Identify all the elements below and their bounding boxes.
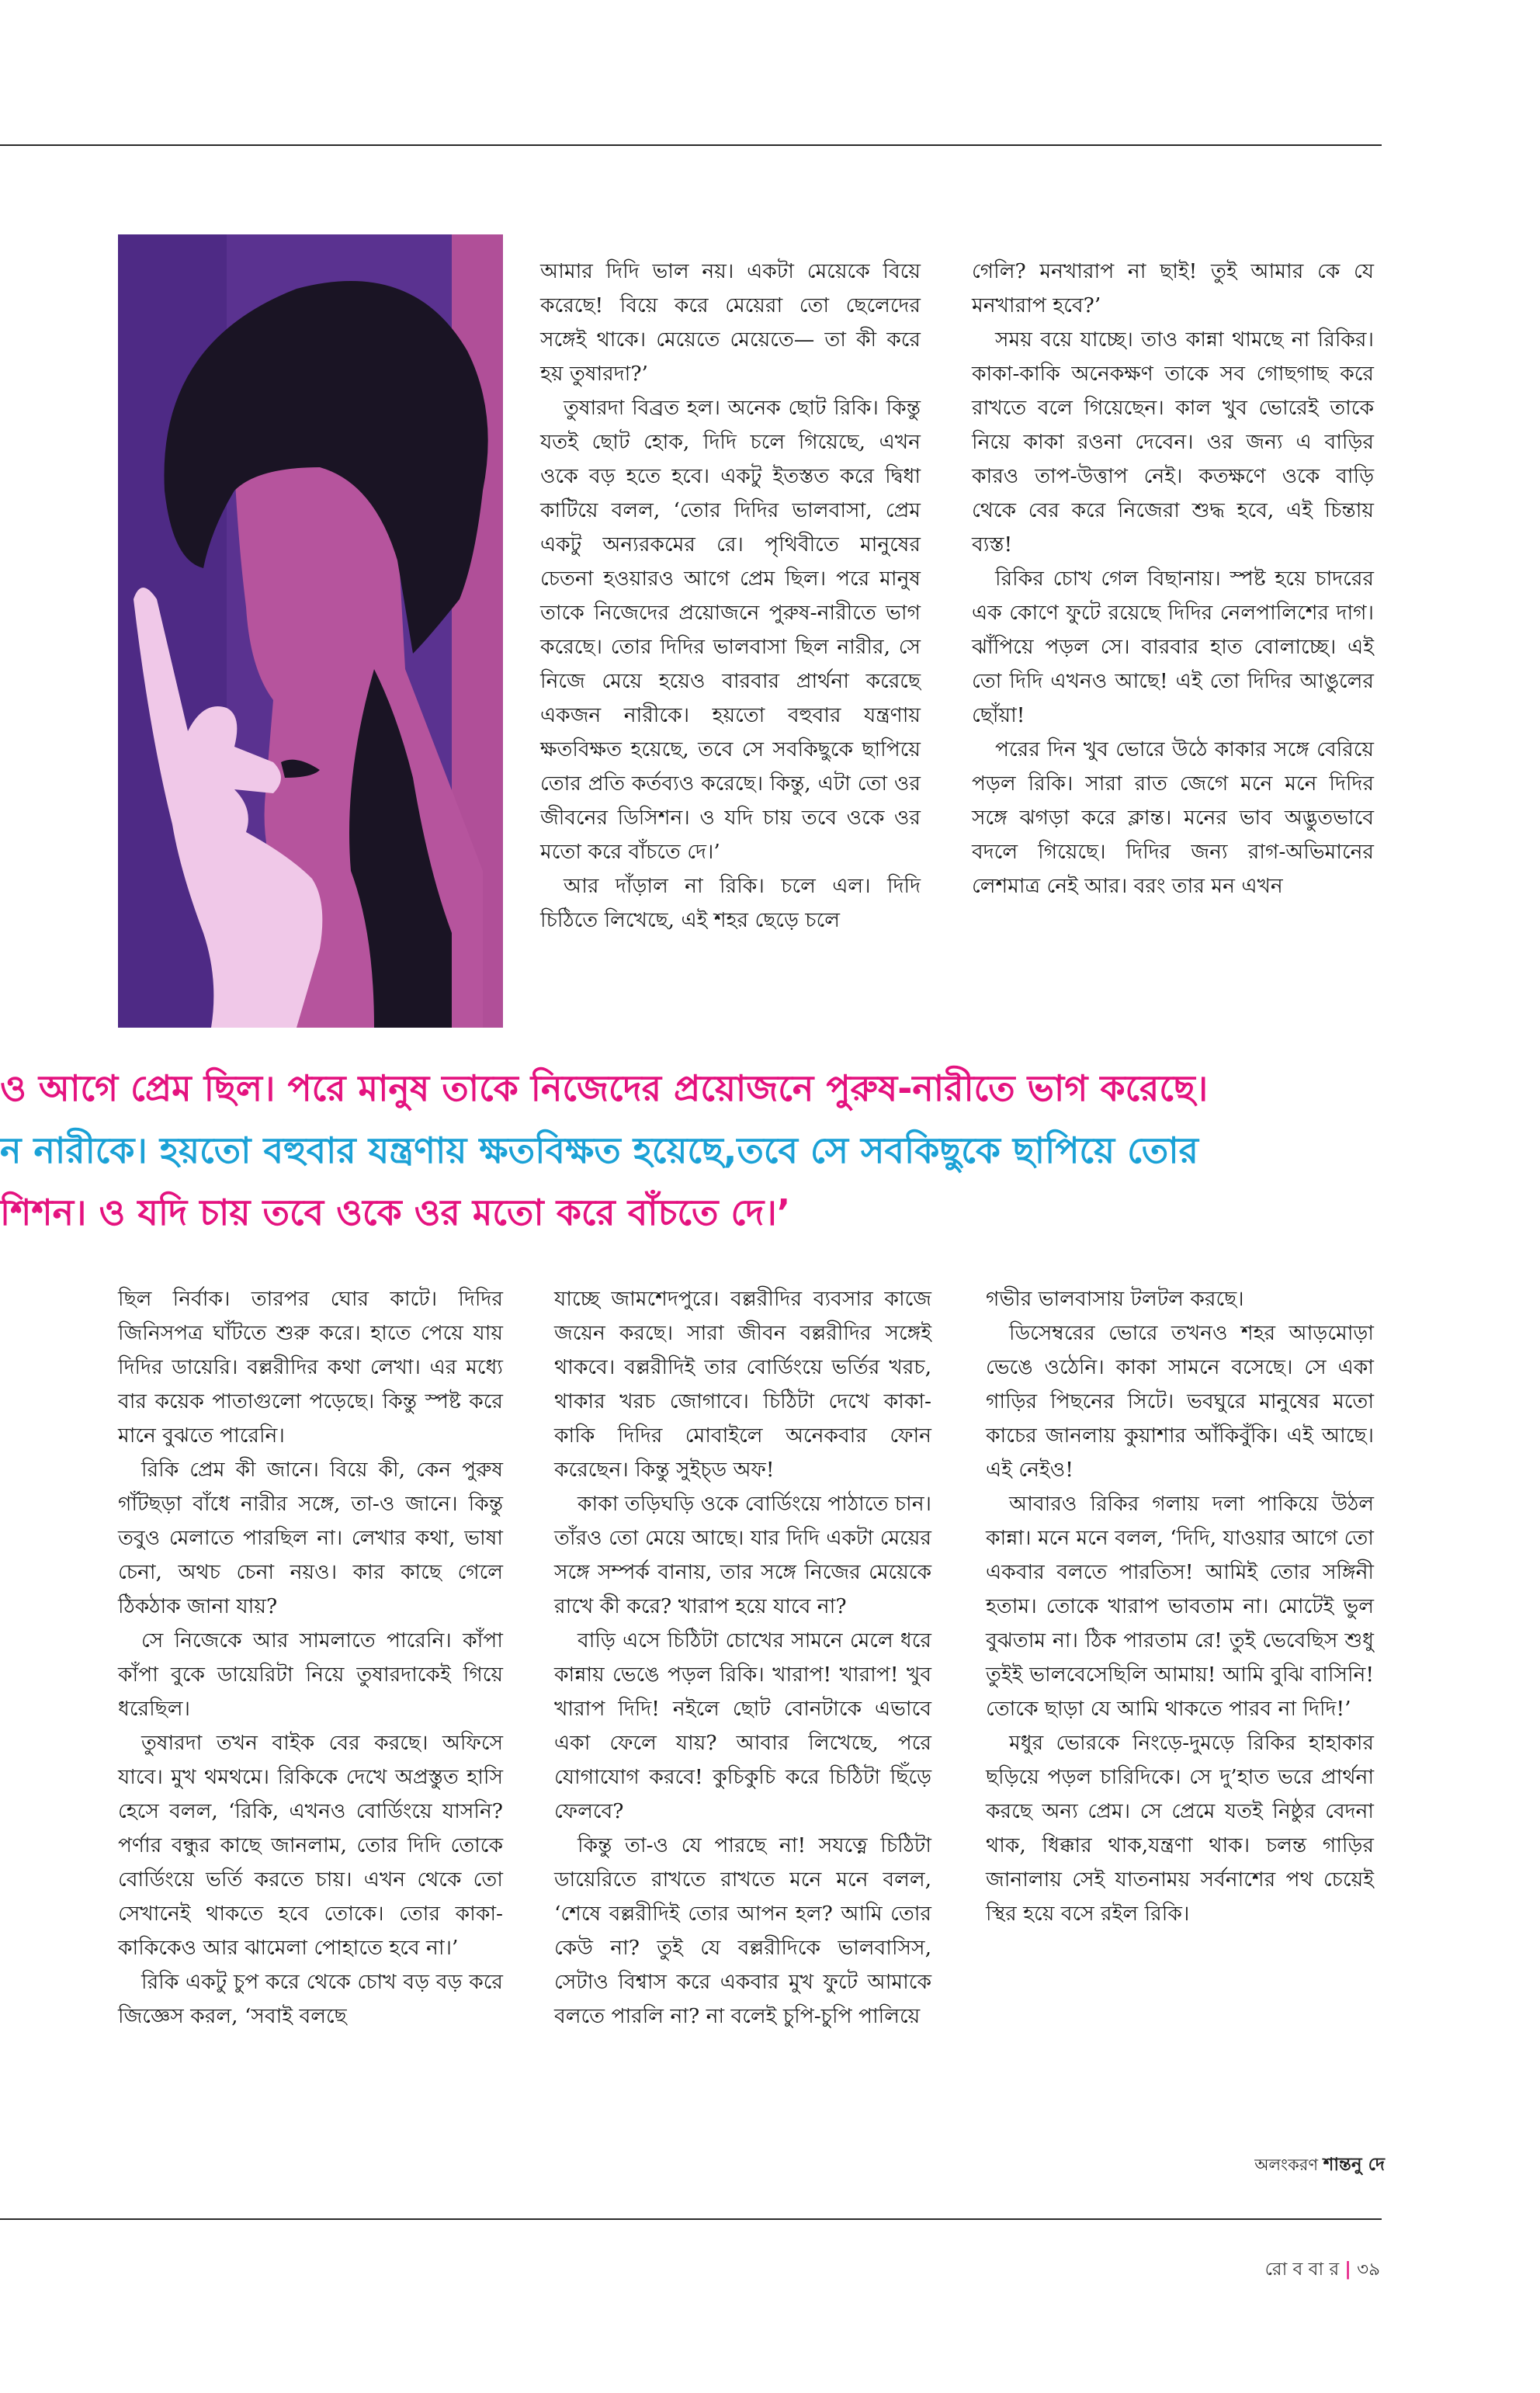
paragraph: তুষারদা বিব্রত হল। অনেক ছোট রিকি। কিন্তু যতই ছোট হোক, দিদি চলে গিয়েছে, এখন ওকে বড় হতে হবে। একটু ইতস্তত করে দ্বিধা কাটিয়ে বলল, ‘তোর দিদির ভালবাসা, প্রেম একটু অন্যরকমের রে। পৃথিবীতে মানুষের চেতনা হওয়ারও আগে প্রেম ছিল। পরে মানুষ তাকে নিজেদের প্রয়োজনে পুরুষ-নারীতে ভাগ করেছে। তোর দিদির ভালবাসা ছিল নারীর, সে নিজে মেয়ে হয়েও বারবার প্রার্থনা করেছে একজন নারীকে। হয়তো বহুবার যন্ত্রণায় ক্ষতবিক্ষত হয়েছে, তবে সে সবকিছুকে ছাপিয়ে তোর প্রতি কর্তব্যও করেছে। কিন্তু, এটা তো ওর জীবনের ডিসিশন। ও যদি চায় তবে ওকে ওর মতো করে বাঁচতে দে।’ <box>540 396 921 864</box>
pull-quote-line-2: ন নারীকে। হয়তো বহুবার যন্ত্রণায় ক্ষতবিক্ষত হয়েছে,তবে সে সবকিছুকে ছাপিয়ে তোর <box>0 1129 1198 1171</box>
pull-quote <box>0 1057 1540 1243</box>
bottom-column-2 <box>554 1282 931 2034</box>
paragraph: যাচ্ছে জামশেদপুরে। বল্লরীদির ব্যবসার কাজে জয়েন করছে। সারা জীবন বল্লরীদির সঙ্গেই থাকবে। বল্লরীদিই তার বোর্ডিংয়ে ভর্তির খরচ, থাকার খরচ জোগাবে। চিঠিটা দেখে কাকা-কাকি দিদির মোবাইলে অনেকবার ফোন করেছেন। কিন্তু সুইচ্ড অফ! <box>554 1287 931 1482</box>
paragraph: তুষারদা তখন বাইক বের করছে। অফিসে যাবে। মুখ থমথমে। রিকিকে দেখে অপ্রস্তুত হাসি হেসে বলল, ‘রিকি, এখনও বোর্ডিংয়ে যাসনি? পর্ণার বন্ধুর কাছে জানলাম, তোর দিদি তোকে বোর্ডিংয়ে ভর্তি করতে চায়। এখন থেকে তো সেখানেই থাকতে হবে তোকে। তোর কাকা-কাকিকেও আর ঝামেলা পোহাতে হবে না।’ <box>118 1731 503 1960</box>
paragraph: মধুর ভোরকে নিংড়ে-দুমড়ে রিকির হাহাকার ছড়িয়ে পড়ল চারিদিকে। সে দু’হাত ভরে প্রার্থনা করছে অন্য প্রেম। সে প্রেমে যতই নিষ্ঠুর বেদনা থাক, ধিক্কার থাক,যন্ত্রণা থাক। চলন্ত গাড়ির জানালায় সেই যাতনাময় সর্বনাশের পথ চেয়েই স্থির হয়ে বসে রইল রিকি। <box>986 1731 1374 1926</box>
illustration-svg <box>118 234 503 1028</box>
paragraph: রিকি একটু চুপ করে থেকে চোখ বড় বড় করে জিজ্ঞেস করল, ‘সবাই বলছে <box>118 1970 503 2028</box>
paragraph: আর দাঁড়াল না রিকি। চলে এল। দিদি চিঠিতে লিখেছে, এই শহর ছেড়ে চলে <box>540 874 921 932</box>
top-column-3 <box>972 255 1374 903</box>
paragraph: আমার দিদি ভাল নয়। একটা মেয়েকে বিয়ে করেছে! বিয়ে করে মেয়েরা তো ছেলেদের সঙ্গেই থাকে। মেয়েতে মেয়েতে— তা কী করে হয় তুষারদা?’ <box>540 259 921 386</box>
paragraph: রিকির চোখ গেল বিছানায়। স্পষ্ট হয়ে চাদরের এক কোণে ফুটে রয়েছে দিদির নেলপালিশের দাগ। ঝাঁপিয়ে পড়ল সে। বারবার হাত বোলাচ্ছে। এই তো দিদি এখনও আছে! এই তো দিদির আঙুলের ছোঁয়া! <box>972 567 1374 727</box>
folio-section: রো ব বা র <box>1264 2259 1340 2280</box>
pull-quote-line-3: শিশন। ও যদি চায় তবে ওকে ওর মতো করে বাঁচতে দে।’ <box>0 1191 791 1233</box>
top-column-2 <box>540 255 921 938</box>
bottom-rule <box>0 2218 1382 2220</box>
paragraph: সে নিজেকে আর সামলাতে পারেনি। কাঁপা কাঁপা বুকে ডায়েরিটা নিয়ে তুষারদাকেই গিয়ে ধরেছিল। <box>118 1628 503 1721</box>
bottom-column-1 <box>118 1282 503 2034</box>
paragraph: সময় বয়ে যাচ্ছে। তাও কান্না থামছে না রিকির। কাকা-কাকি অনেকক্ষণ তাকে সব গোছগাছ করে রাখতে বলে গিয়েছেন। কাল খুব ভোরেই তাকে নিয়ে কাকা রওনা দেবেন। ওর জন্য এ বাড়ির কারও তাপ-উত্তাপ নেই। কতক্ষণে ওকে বাড়ি থেকে বের করে নিজেরা শুদ্ধ হবে, এই চিন্তায় ব্যস্ত! <box>972 328 1374 557</box>
paragraph: ডিসেম্বরের ভোরে তখনও শহর আড়মোড়া ভেঙে ওঠেনি। কাকা সামনে বসেছে। সে একা গাড়ির পিছনের সিটে। ভবঘুরে মানুষের মতো কাচের জানলায় কুয়াশার আঁকিবুঁকি। এই আছে। এই নেইও! <box>986 1321 1374 1482</box>
paragraph: গভীর ভালবাসায় টলটল করছে। <box>986 1287 1244 1311</box>
folio-separator: | <box>1344 2259 1351 2280</box>
page-number: ৩৯ <box>1357 2259 1380 2280</box>
folio <box>1265 2255 1380 2285</box>
bottom-column-3 <box>986 1282 1374 1931</box>
credit-name: শান্তনু দে <box>1323 2154 1385 2175</box>
paragraph: ছিল নির্বাক। তারপর ঘোর কাটে। দিদির জিনিসপত্র ঘাঁটতে শুরু করে। হাতে পেয়ে যায় দিদির ডায়েরি। বল্লরীদির কথা লেখা। এর মধ্যে বার কয়েক পাতাগুলো পড়েছে। কিন্তু স্পষ্ট করে মানে বুঝতে পারেনি। <box>118 1287 503 1448</box>
paragraph: কাকা তড়িঘড়ি ওকে বোর্ডিংয়ে পাঠাতে চান। তাঁরও তো মেয়ে আছে। যার দিদি একটা মেয়ের সঙ্গে সম্পর্ক বানায়, তার সঙ্গে নিজের মেয়েকে রাখে কী করে? খারাপ হয়ে যাবে না? <box>554 1492 931 1618</box>
pull-quote-line-1: ও আগে প্রেম ছিল। পরে মানুষ তাকে নিজেদের প্রয়োজনে পুরুষ-নারীতে ভাগ করেছে। <box>0 1067 1209 1109</box>
top-rule <box>0 144 1382 146</box>
paragraph: রিকি প্রেম কী জানে। বিয়ে কী, কেন পুরুষ গাঁটছড়া বাঁধে নারীর সঙ্গে, তা-ও জানে। কিন্তু তবুও মেলাতে পারছিল না। লেখার কথা, ভাষা চেনা, অথচ চেনা নয়ও। কার কাছে গেলে ঠিকঠাক জানা যায়? <box>118 1458 503 1618</box>
credit-label: অলংকরণ <box>1254 2155 1319 2174</box>
illustration-credit <box>1254 2150 1385 2180</box>
paragraph: গেলি? মনখারাপ না ছাই! তুই আমার কে যে মনখারাপ হবে?’ <box>972 259 1374 317</box>
paragraph: আবারও রিকির গলায় দলা পাকিয়ে উঠল কান্না। মনে মনে বলল, ‘দিদি, যাওয়ার আগে তো একবার বলতে পারতিস! আমিই তোর সঙ্গিনী হতাম। তোকে খারাপ ভাবতাম না। মোটেই ভুল বুঝতাম না। ঠিক পারতাম রে! তুই ভেবেছিস শুধু তুইই ভালবেসেছিলি আমায়! আমি বুঝি বাসিনি! তোকে ছাড়া যে আমি থাকতে পারব না দিদি!’ <box>986 1492 1374 1721</box>
paragraph: কিন্তু তা-ও যে পারছে না! সযত্নে চিঠিটা ডায়েরিতে রাখতে রাখতে মনে মনে বলল, ‘শেষে বল্লরীদিই তোর আপন হল? আমি তোর কেউ না? তুই যে বল্লরীদিকে ভালবাসিস, সেটাও বিশ্বাস করে একবার মুখ ফুটে আমাকে বলতে পারলি না? না বলেই চুপি-চুপি পালিয়ে <box>554 1833 931 2028</box>
illustration-woman-profile <box>118 234 503 1028</box>
paragraph: বাড়ি এসে চিঠিটা চোখের সামনে মেলে ধরে কান্নায় ভেঙে পড়ল রিকি। খারাপ! খারাপ! খুব খারাপ দিদি! নইলে ছোট বোনটাকে এভাবে একা ফেলে যায়? আবার লিখেছে, পরে যোগাযোগ করবে! কুচিকুচি করে চিঠিটা ছিঁড়ে ফেলবে? <box>554 1628 931 1823</box>
paragraph: পরের দিন খুব ভোরে উঠে কাকার সঙ্গে বেরিয়ে পড়ল রিকি। সারা রাত জেগে মনে মনে দিদির সঙ্গে ঝগড়া করে ক্লান্ত। মনের ভাব অদ্ভুতভাবে বদলে গিয়েছে। দিদির জন্য রাগ-অভিমানের লেশমাত্র নেই আর। বরং তার মন এখন <box>972 737 1374 898</box>
